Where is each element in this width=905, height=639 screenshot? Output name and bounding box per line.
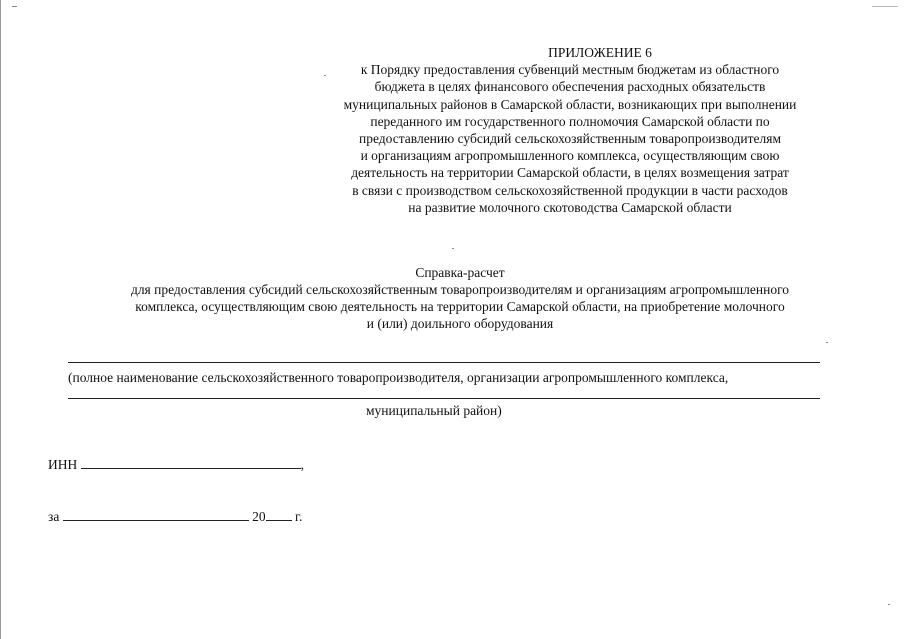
inn-label: ИНН [48, 457, 78, 472]
annex-heading: ПРИЛОЖЕНИЕ 6 [548, 45, 652, 60]
annex-header [300, 44, 840, 216]
inn-suffix: , [300, 457, 304, 472]
period-label: за [48, 509, 60, 524]
org-name-line-1[interactable] [68, 362, 820, 363]
scan-speck [826, 342, 828, 343]
annex-line: и организациям агропромышленного комплекса, осуществляющим свою [360, 148, 780, 164]
org-caption-2: муниципальный район) [366, 403, 502, 418]
document-subtitle-line: и (или) доильного оборудования [366, 316, 554, 331]
year-suffix: г. [294, 509, 303, 524]
org-name-line-2[interactable] [68, 398, 820, 399]
scan-speck [872, 6, 898, 7]
year-input[interactable] [266, 508, 292, 521]
annex-line: в связи с производством сельскохозяйственной продукции в части расходов [352, 182, 788, 198]
annex-line: к Порядку предоставления субвенций местным бюджетам из областного [360, 62, 780, 78]
page-edge [0, 0, 1, 639]
annex-line: на развитие молочного скотоводства Самарской области [408, 199, 732, 215]
annex-line: бюджета в целях финансового обеспечения расходных обязательств [374, 79, 766, 95]
document-title-block [40, 264, 880, 332]
period-input[interactable] [63, 508, 249, 521]
annex-line: муниципальных районов в Самарской области, возникающих при выполнении [343, 96, 797, 112]
inn-row [48, 456, 304, 473]
scan-speck [12, 6, 17, 7]
document-subtitle-line: комплекса, осуществляющим свою деятельность на территории Самарской области, на приобретение молочного [135, 299, 785, 314]
document-subtitle-line: для предоставления субсидий сельскохозяйственным товаропроизводителям и организациям агропромышленного [130, 282, 790, 297]
scan-speck [324, 75, 326, 76]
year-prefix: 20 [252, 509, 266, 524]
inn-input[interactable] [81, 456, 301, 469]
annex-line: предоставлению субсидий сельскохозяйственным товаропроизводителям [358, 131, 782, 147]
annex-line: переданного им государственного полномочия Самарской области по [370, 113, 770, 129]
period-row [48, 508, 302, 525]
org-caption-1: (полное наименование сельскохозяйственного товаропроизводителя, организации агропромышленного комплекса, [68, 370, 729, 385]
document-title: Справка-расчет [415, 265, 505, 280]
scan-speck [888, 604, 890, 605]
scan-speck [452, 248, 454, 249]
annex-line: деятельность на территории Самарской области, в целях возмещения затрат [351, 165, 789, 181]
